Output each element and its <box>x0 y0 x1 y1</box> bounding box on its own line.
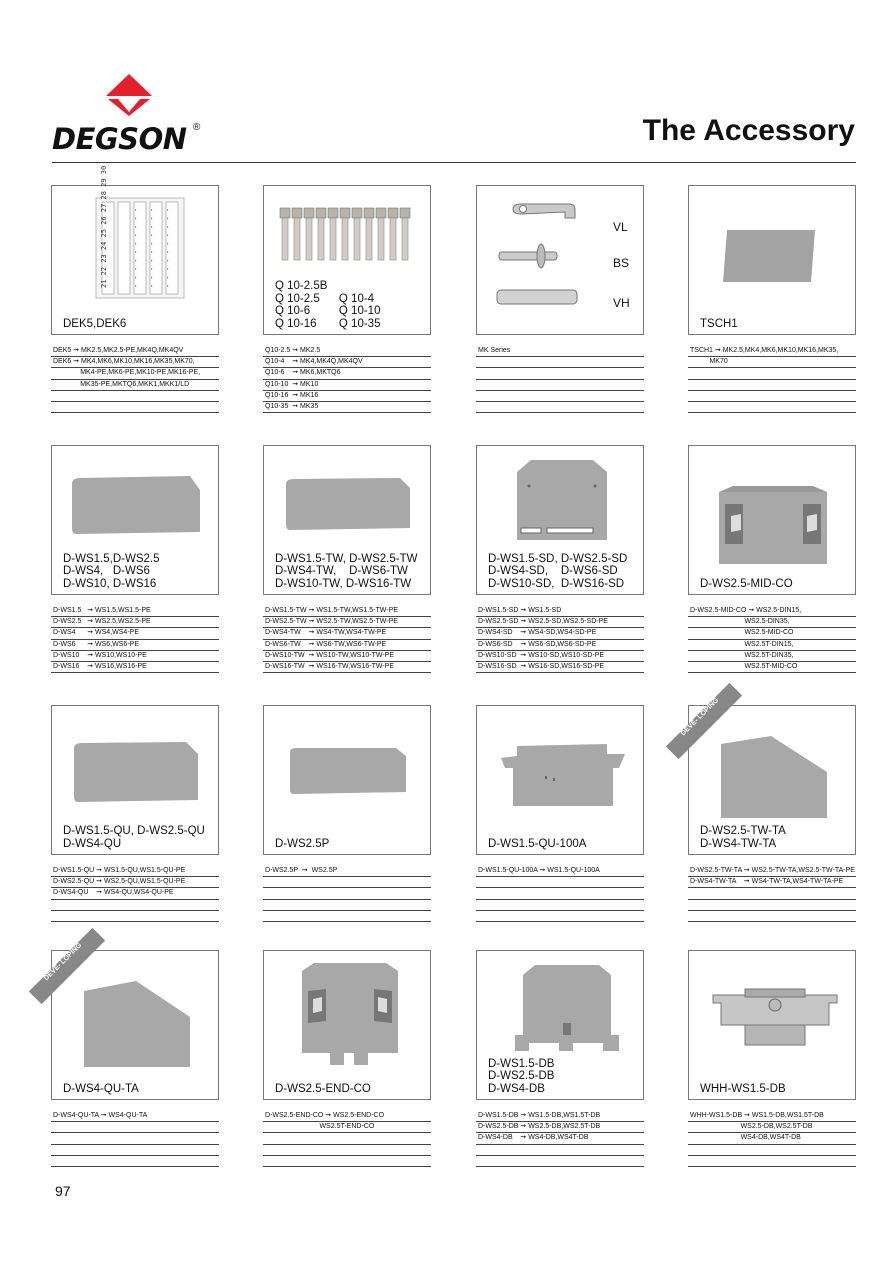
product-image-frame <box>51 165 219 335</box>
product-cell-d-ws-sd <box>476 445 644 673</box>
list-item: Q10-35 ➞ MK35 <box>263 402 431 413</box>
list-item: D-WS1.5 ➞ WS1.5,WS1.5-PE <box>51 606 219 617</box>
list-item: D-WS4-TW ➞ WS4-TW,WS4-TW-PE <box>263 628 431 639</box>
product-cell-d-ws-tw-ta <box>679 696 856 922</box>
list-item: D-WS2.5-MID-CO ➞ WS2.5-DIN15, <box>688 606 856 617</box>
list-item: MK Series <box>476 346 644 357</box>
product-image-frame <box>42 941 219 1100</box>
product-image-frame <box>51 445 219 595</box>
list-item <box>51 1133 219 1144</box>
product-caption: Q 10-2.5B Q 10-2.5 Q 10-4 Q 10-6 Q 10-10 Q 10-16 Q 10-35 <box>275 280 381 330</box>
product-caption: D-WS2.5-MID-CO <box>700 577 793 590</box>
end-plate-image <box>68 740 204 804</box>
product-image-frame <box>679 696 856 855</box>
product-cell-d-ws25p <box>263 705 431 922</box>
list-item <box>688 391 856 402</box>
svg-text:21 22 23 24 25 26 27 28 29 30: 21 22 23 24 25 26 27 28 29 30 <box>100 165 108 288</box>
list-item <box>51 1122 219 1133</box>
list-item <box>476 380 644 391</box>
svg-text:- - - - - - - - - -: - - - - - - - - - - <box>148 207 156 288</box>
end-plate-image <box>280 476 416 532</box>
end-bracket-image <box>705 985 845 1055</box>
list-item: DEK5 ➞ MK2.5,MK2.5-PE,MK4Q,MK4QV <box>51 346 219 357</box>
product-image-frame <box>476 950 644 1100</box>
product-caption: D-WS1.5-SD, D-WS2.5-SD D-WS4-SD, D-WS6-SD D-WS10-SD, D-WS16-SD <box>488 552 628 590</box>
list-item: D-WS4-QU ➞ WS4-QU,WS4-QU-PE <box>51 888 219 899</box>
list-item <box>263 911 431 922</box>
compatibility-list <box>51 1111 219 1167</box>
brand-registered-mark: ® <box>193 122 201 133</box>
compatibility-list <box>263 1111 431 1167</box>
end-plate-image <box>78 977 194 1071</box>
list-item <box>476 1145 644 1156</box>
list-item: D-WS2.5-END-CO ➞ WS2.5-END-CO <box>263 1111 431 1122</box>
list-item: D-WS10-SD ➞ WS10-SD,WS10-SD-PE <box>476 651 644 662</box>
product-cell-dek <box>51 165 219 413</box>
list-item: WS2.5T-END-CO <box>263 1122 431 1133</box>
list-item: MK70 <box>688 357 856 368</box>
list-item <box>476 368 644 379</box>
list-item <box>688 402 856 413</box>
developing-badge: DEVE- LOPING <box>666 683 742 759</box>
list-item <box>51 1145 219 1156</box>
list-item: D-WS4-TW-TA ➞ WS4-TW-TA,WS4-TW-TA-PE <box>688 877 856 888</box>
end-plate-image <box>284 746 412 796</box>
product-caption: D-WS1.5-QU, D-WS2.5-QU D-WS4-QU <box>63 825 205 850</box>
end-plate-image <box>719 226 819 286</box>
product-image-frame <box>476 705 644 855</box>
list-item: D-WS1.5-QU ➞ WS1.5-QU,WS1.5-QU-PE <box>51 866 219 877</box>
label-vh: VH <box>613 296 630 310</box>
list-item: WS2.5T-DIN15, <box>688 640 856 651</box>
list-item: D-WS10-TW ➞ WS10-TW,WS10-TW-PE <box>263 651 431 662</box>
product-caption: D-WS2.5-END-CO <box>275 1082 371 1095</box>
list-item: WS2.5-MID-CO <box>688 628 856 639</box>
list-item <box>263 877 431 888</box>
list-item <box>51 911 219 922</box>
list-item: WS4-DB,WS4T-DB <box>688 1133 856 1144</box>
list-item: D-WS2.5-QU ➞ WS2.5-QU,WS1.5-QU-PE <box>51 877 219 888</box>
list-item: WS2.5-DIN35, <box>688 617 856 628</box>
compatibility-list <box>263 866 431 922</box>
list-item <box>688 380 856 391</box>
product-cell-d-ws-qu-100a <box>476 705 644 922</box>
end-plate-image <box>507 961 627 1053</box>
product-caption: D-WS2.5-TW-TA D-WS4-TW-TA <box>700 825 786 850</box>
list-item <box>476 877 644 888</box>
product-image-frame <box>476 445 644 595</box>
end-plate-image <box>507 456 617 544</box>
list-item: WHH-WS1.5-DB ➞ WS1.5-DB,WS1.5T-DB <box>688 1111 856 1122</box>
product-image-frame <box>263 950 431 1100</box>
list-item: D-WS1.5-QU-100A ➞ WS1.5-QU-100A <box>476 866 644 877</box>
list-item <box>263 1145 431 1156</box>
product-image-frame <box>688 950 856 1100</box>
list-item: Q10-16 ➞ MK16 <box>263 391 431 402</box>
header-divider <box>52 162 856 163</box>
label-vl: VL <box>613 220 628 234</box>
list-item: D-WS2.5 ➞ WS2.5,WS2.5-PE <box>51 617 219 628</box>
list-item: TSCH1 ➞ MK2.5,MK4,MK6,MK10,MK16,MK35, <box>688 346 856 357</box>
product-image-frame <box>263 445 431 595</box>
list-item <box>51 900 219 911</box>
product-cell-whh <box>688 950 856 1167</box>
list-item <box>688 911 856 922</box>
svg-text:- - - - - - - - - -: - - - - - - - - - - <box>164 207 172 288</box>
list-item <box>688 888 856 899</box>
product-caption: DEK5,DEK6 <box>63 317 127 330</box>
product-image-frame <box>263 185 431 335</box>
brand-logo <box>52 74 212 154</box>
product-image-frame <box>476 185 644 335</box>
product-cell-d-ws-db <box>476 950 644 1167</box>
product-caption: D-WS1.5-QU-100A <box>488 837 587 850</box>
list-item: D-WS2.5-SD ➞ WS2.5-SD,WS2.5-SD-PE <box>476 617 644 628</box>
list-item: D-WS4-SD ➞ WS4-SD,WS4-SD-PE <box>476 628 644 639</box>
list-item: D-WS1.5-TW ➞ WS1.5-TW,WS1.5-TW-PE <box>263 606 431 617</box>
list-item <box>476 911 644 922</box>
product-image-frame <box>51 705 219 855</box>
compatibility-list <box>263 606 431 673</box>
product-cell-d-ws-end-co <box>263 950 431 1167</box>
list-item <box>476 900 644 911</box>
product-cell-d-ws-tw <box>263 445 431 673</box>
logo-mark-icon <box>106 74 152 116</box>
list-item <box>263 900 431 911</box>
page-number: 97 <box>55 1183 71 1199</box>
list-item: Q10-6 ➞ MK6,MKTQ6 <box>263 368 431 379</box>
developing-badge: DEVE- LOPING <box>29 928 105 1004</box>
list-item: D-WS16-TW ➞ WS16-TW,WS16-TW-PE <box>263 662 431 673</box>
list-item: D-WS2.5-DB ➞ WS2.5-DB,WS2.5T-DB <box>476 1122 644 1133</box>
product-cell-d-ws-mid-co <box>688 445 856 673</box>
compatibility-list <box>688 346 856 413</box>
list-item: DEK6 ➞ MK4,MK6,MK10,MK16,MK35,MK70, <box>51 357 219 368</box>
product-caption: D-WS2.5P <box>275 837 330 850</box>
list-item: WS2.5-DB,WS2.5T-DB <box>688 1122 856 1133</box>
product-caption: D-WS4-QU-TA <box>63 1082 139 1095</box>
compatibility-list <box>263 346 431 413</box>
list-item <box>263 1156 431 1167</box>
list-item <box>476 391 644 402</box>
list-item: D-WS16-SD ➞ WS16-SD,WS16-SD-PE <box>476 662 644 673</box>
list-item: MK4-PE,MK6-PE,MK10-PE,MK16-PE, <box>51 368 219 379</box>
compatibility-list <box>688 1111 856 1167</box>
end-plate-image <box>66 474 206 536</box>
list-item: WS2.5T-DIN35, <box>688 651 856 662</box>
product-cell-d-ws <box>51 445 219 673</box>
marker-strip-image <box>92 165 188 302</box>
product-cell-d-ws4-qu-ta <box>42 941 219 1167</box>
list-item <box>263 888 431 899</box>
compatibility-list <box>51 606 219 673</box>
list-item: D-WS4 ➞ WS4,WS4-PE <box>51 628 219 639</box>
list-item <box>688 368 856 379</box>
product-caption: D-WS1.5-DB D-WS2.5-DB D-WS4-DB <box>488 1057 555 1095</box>
list-item: D-WS10 ➞ WS10,WS10-PE <box>51 651 219 662</box>
product-image-frame <box>263 705 431 855</box>
list-item: Q10-4 ➞ MK4,MK4Q,MK4QV <box>263 357 431 368</box>
list-item: D-WS1.5-SD ➞ WS1.5-SD <box>476 606 644 617</box>
compatibility-list <box>476 866 644 922</box>
end-plate-image <box>715 732 831 822</box>
list-item: D-WS2.5-TW ➞ WS2.5-TW,WS2.5-TW-PE <box>263 617 431 628</box>
list-item: Q10-10 ➞ MK10 <box>263 380 431 391</box>
list-item <box>51 402 219 413</box>
list-item <box>476 402 644 413</box>
list-item: MK35-PE,MKTQ6,MKK1,MKK1/LD <box>51 380 219 391</box>
list-item: D-WS2.5-TW-TA ➞ WS2.5-TW-TA,WS2.5-TW-TA-PE <box>688 866 856 877</box>
product-caption: TSCH1 <box>700 317 738 330</box>
end-plate-image <box>495 740 629 810</box>
list-item: D-WS6-SD ➞ WS6-SD,WS6-SD-PE <box>476 640 644 651</box>
page-title: The Accessory <box>642 114 855 147</box>
list-item: WS2.5T-MID-CO <box>688 662 856 673</box>
list-item <box>688 1156 856 1167</box>
list-item: D-WS4-QU-TA ➞ WS4-QU-TA <box>51 1111 219 1122</box>
compatibility-list <box>476 1111 644 1167</box>
compatibility-list <box>51 346 219 413</box>
svg-text:- - - - - - - - - -: - - - - - - - - - - <box>132 207 140 288</box>
product-cell-d-ws-qu <box>51 705 219 922</box>
product-caption: D-WS1.5-TW, D-WS2.5-TW D-WS4-TW, D-WS6-TW D-WS10-TW, D-WS16-TW <box>275 552 418 590</box>
list-item: D-WS1.5-DB ➞ WS1.5-DB,WS1.5T-DB <box>476 1111 644 1122</box>
list-item: D-WS16 ➞ WS16,WS16-PE <box>51 662 219 673</box>
cross-connector-image <box>276 204 416 264</box>
compatibility-list <box>476 346 644 413</box>
label-bs: BS <box>613 256 630 270</box>
list-item <box>476 357 644 368</box>
compatibility-list <box>688 606 856 673</box>
list-item <box>51 1156 219 1167</box>
list-item <box>476 888 644 899</box>
product-cell-mk-series <box>476 185 644 413</box>
list-item <box>263 1133 431 1144</box>
list-item: D-WS6-TW ➞ WS6-TW,WS6-TW-PE <box>263 640 431 651</box>
list-item <box>688 1145 856 1156</box>
product-cell-q <box>263 185 431 413</box>
compatibility-list <box>476 606 644 673</box>
list-item: D-WS6 ➞ WS6,WS6-PE <box>51 640 219 651</box>
list-item <box>51 391 219 402</box>
list-item <box>476 1156 644 1167</box>
end-plate-image <box>294 961 404 1071</box>
compatibility-list <box>688 866 856 922</box>
end-plate-image <box>713 484 833 568</box>
product-image-frame <box>688 185 856 335</box>
brand-name: DEGSON <box>52 122 187 156</box>
pins-and-links-image <box>491 196 601 316</box>
compatibility-list <box>51 866 219 922</box>
product-caption: D-WS1.5,D-WS2.5 D-WS4, D-WS6 D-WS10, D-WS16 <box>63 552 160 590</box>
product-caption: WHH-WS1.5-DB <box>700 1082 786 1095</box>
list-item: D-WS2.5P ➞ WS2.5P <box>263 866 431 877</box>
product-image-frame <box>688 445 856 595</box>
list-item <box>688 900 856 911</box>
product-cell-tsch <box>688 185 856 413</box>
list-item: D-WS4-DB ➞ WS4-DB,WS4T-DB <box>476 1133 644 1144</box>
list-item: Q10-2.5 ➞ MK2.5 <box>263 346 431 357</box>
